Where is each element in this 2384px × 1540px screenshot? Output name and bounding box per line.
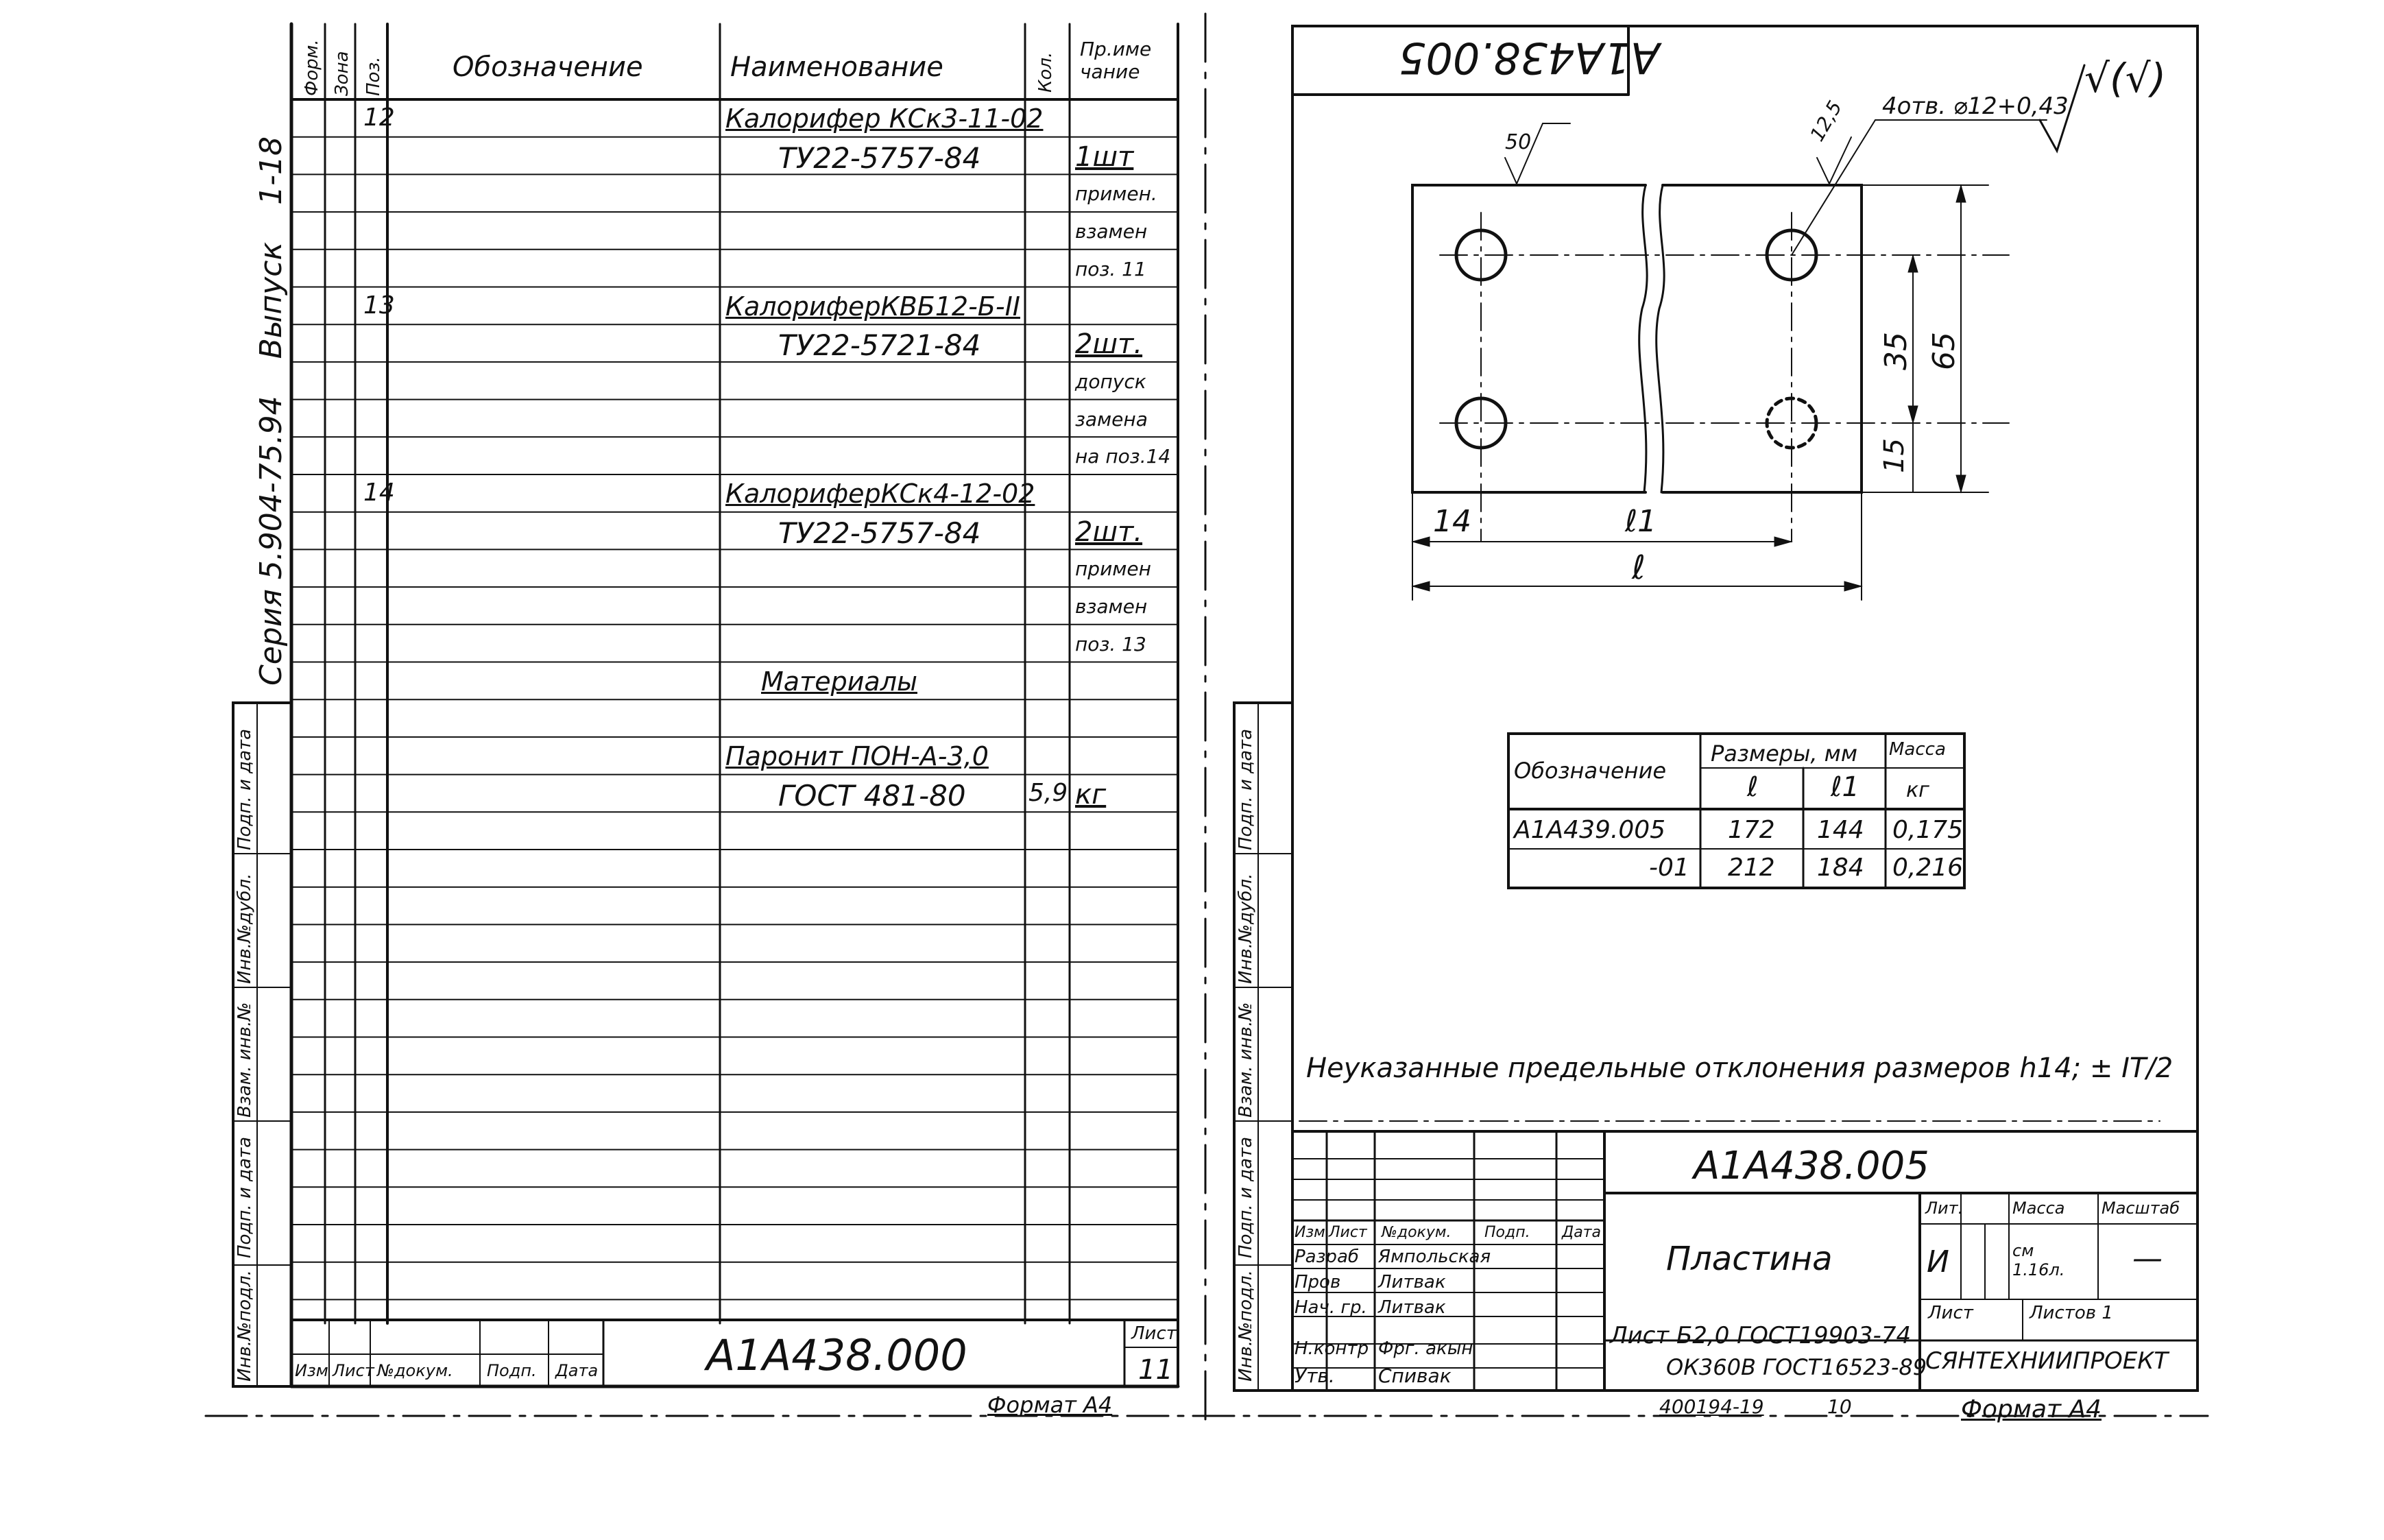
tb-right-designation: А1А438.005 (1694, 1144, 1929, 1188)
roughness-local: 50 (1505, 130, 1532, 154)
side-stamp-label: Инв.№дубл. (234, 873, 255, 984)
row-name: Паронит ПОН-А-3,0 (725, 741, 989, 771)
side-stamp-label: Подп. и дата (1236, 728, 1256, 850)
row-name: Калорифер КСк3-11-02 (725, 104, 1044, 134)
row-note: замена (1075, 407, 1148, 431)
row-note: поз. 11 (1075, 257, 1146, 280)
tb-right-nach: Нач. гр. (1295, 1297, 1367, 1318)
tb-left-podp: Подп. (487, 1361, 537, 1380)
tb-right-listov-lbl: Листов 1 (2030, 1303, 2113, 1323)
tb-right-prov: Пров (1295, 1272, 1341, 1292)
tb-right-masshtab: Масштаб (2102, 1199, 2180, 1218)
tb-right-utv-name: Спивак (1378, 1364, 1452, 1387)
tb-right-list-lbl: Лист (1928, 1303, 1973, 1323)
left-format: Формат А4 (987, 1392, 1113, 1418)
roughness-hole: 12,5 (1805, 97, 1847, 145)
tb-right-massa: Масса (2012, 1199, 2065, 1218)
row-poz: 12 (363, 104, 395, 132)
row-name: ТУ22-5721-84 (778, 328, 981, 363)
row-note: 2шт. (1075, 328, 1143, 361)
tb-left-sheet-no: 11 (1138, 1354, 1173, 1386)
row-name: ГОСТ 481-80 (778, 778, 966, 813)
row-note: на поз.14 (1075, 445, 1171, 468)
row-note: примен. (1075, 182, 1157, 206)
props-row-oboz: -01 (1649, 854, 1689, 882)
row-poz: 14 (363, 479, 395, 507)
dim-15: 15 (1879, 438, 1910, 473)
bottom-num: 10 (1827, 1395, 1852, 1418)
tb-left-designation: А1А438.000 (706, 1330, 967, 1380)
header-poz: Поз. (363, 56, 384, 96)
dim-35: 35 (1879, 332, 1914, 370)
tb-right-nach-name: Литвак (1378, 1297, 1446, 1318)
side-stamp-label: Подп. и дата (1236, 1136, 1256, 1258)
props-row-l: 212 (1728, 854, 1775, 882)
side-stamp-label: Инв.№дубл. (1236, 873, 1256, 984)
tb-right-izm: Изм (1295, 1224, 1325, 1241)
tbl-h-razm: Размеры, мм (1711, 741, 1857, 767)
side-stamp-label: Подп. и дата (234, 728, 255, 850)
tbl-h-l1: ℓ1 (1831, 771, 1859, 803)
tb-right-org: СЯНТЕХНИИПРОЕКТ (1925, 1347, 2169, 1375)
props-row-l1: 184 (1817, 854, 1864, 882)
tb-left-ndokum: №докум. (377, 1361, 453, 1380)
tb-right-razrab: Разраб (1295, 1247, 1359, 1267)
row-note: 2шт. (1075, 516, 1143, 548)
row-note: допуск (1075, 370, 1146, 393)
dim-14: 14 (1433, 504, 1471, 539)
row-name: КалориферКВБ12-Б-II (725, 291, 1020, 322)
side-stamp-label: Подп. и дата (234, 1136, 255, 1258)
dim-65: 65 (1927, 332, 1962, 370)
tb-right-material-1: Лист Б2,0 ГОСТ19903-74 (1610, 1322, 1912, 1349)
row-note: кг (1075, 778, 1107, 810)
row-name: Материалы (761, 666, 917, 697)
tb-right-data: Дата (1562, 1224, 1601, 1241)
tb-right-utv: Утв. (1295, 1364, 1335, 1387)
side-stamp-label: Взам. инв.№ (234, 1002, 255, 1118)
row-note: 1шт (1075, 141, 1134, 173)
series-label: Серия 5.904-75.94 Выпуск 1-18 (254, 136, 289, 686)
tbl-h-l: ℓ (1747, 771, 1759, 803)
row-kol: 5,9 (1028, 778, 1068, 807)
roughness-general: √(√) (2084, 55, 2167, 101)
header-oboznachenie: Обозначение (453, 51, 643, 83)
tb-right-ndokum: №докум. (1382, 1224, 1452, 1241)
header-kol: Кол. (1035, 51, 1056, 93)
props-row-massa: 0,175 (1892, 816, 1964, 844)
side-stamp-label: Взам. инв.№ (1236, 1002, 1256, 1118)
tb-right-list: Лист (1329, 1224, 1367, 1241)
props-row-l: 172 (1728, 816, 1775, 844)
tbl-h-oboz: Обозначение (1514, 758, 1667, 784)
row-name: ТУ22-5757-84 (778, 141, 981, 175)
tb-right-material-2: ОК360В ГОСТ16523-89 (1666, 1354, 1927, 1380)
tb-left-list: Лист (333, 1361, 374, 1380)
tb-right-nkontr: Н.контр (1295, 1338, 1369, 1359)
tb-left-data: Дата (555, 1361, 599, 1380)
tbl-h-massa: Масса (1889, 739, 1946, 760)
props-row-massa: 0,216 (1892, 854, 1964, 882)
tb-left-izm: Изм (295, 1361, 328, 1380)
props-row-oboz: А1А439.005 (1514, 816, 1666, 844)
tb-right-prov-name: Литвак (1378, 1272, 1446, 1292)
tb-right-podp: Подп. (1484, 1224, 1530, 1241)
row-poz: 13 (363, 291, 395, 320)
dim-l1: ℓ1 (1625, 504, 1657, 539)
row-name: КалориферКСк4-12-02 (725, 479, 1035, 509)
props-row-l1: 144 (1817, 816, 1864, 844)
side-stamp-label: Инв.№подл. (1236, 1270, 1256, 1382)
tb-right-razrab-name: Ямпольская (1378, 1247, 1491, 1267)
row-note: взамен (1075, 220, 1148, 243)
right-format: Формат А4 (1961, 1395, 2102, 1423)
bottom-code: 400194-19 (1659, 1395, 1764, 1418)
tb-left-sheet-label: Лист (1131, 1323, 1177, 1344)
tb-right-massa-val: см 1.16л. (2012, 1241, 2065, 1279)
row-note: поз. 13 (1075, 632, 1146, 655)
corner-designation: А1А438.005 (1399, 33, 1660, 83)
dim-l: ℓ (1632, 549, 1646, 587)
tb-right-masshtab-val: — (2132, 1241, 2163, 1276)
row-note: взамен (1075, 595, 1148, 618)
tb-right-lit: Лит. (1925, 1199, 1964, 1218)
tb-right-name: Пластина (1666, 1240, 1833, 1278)
header-primechanie: Пр.име чание (1080, 38, 1152, 83)
row-note: примен (1075, 557, 1151, 581)
header-zona: Зона (332, 51, 352, 96)
header-format: Форм. (302, 39, 322, 96)
side-stamp-label: Инв.№подл. (234, 1270, 255, 1382)
tolerance-note: Неуказанные предельные отклонения размеров h14; ± IT/2 (1306, 1052, 2174, 1084)
tbl-h-kg: кг (1906, 778, 1929, 802)
tb-right-lit-val: И (1927, 1244, 1949, 1279)
holes-note: 4отв. ⌀12+0,43 (1882, 93, 2069, 120)
tb-right-nkontr-name: Фрг. акын (1378, 1338, 1473, 1359)
header-naimenovanie: Наименование (730, 51, 943, 83)
row-name: ТУ22-5757-84 (778, 516, 981, 550)
